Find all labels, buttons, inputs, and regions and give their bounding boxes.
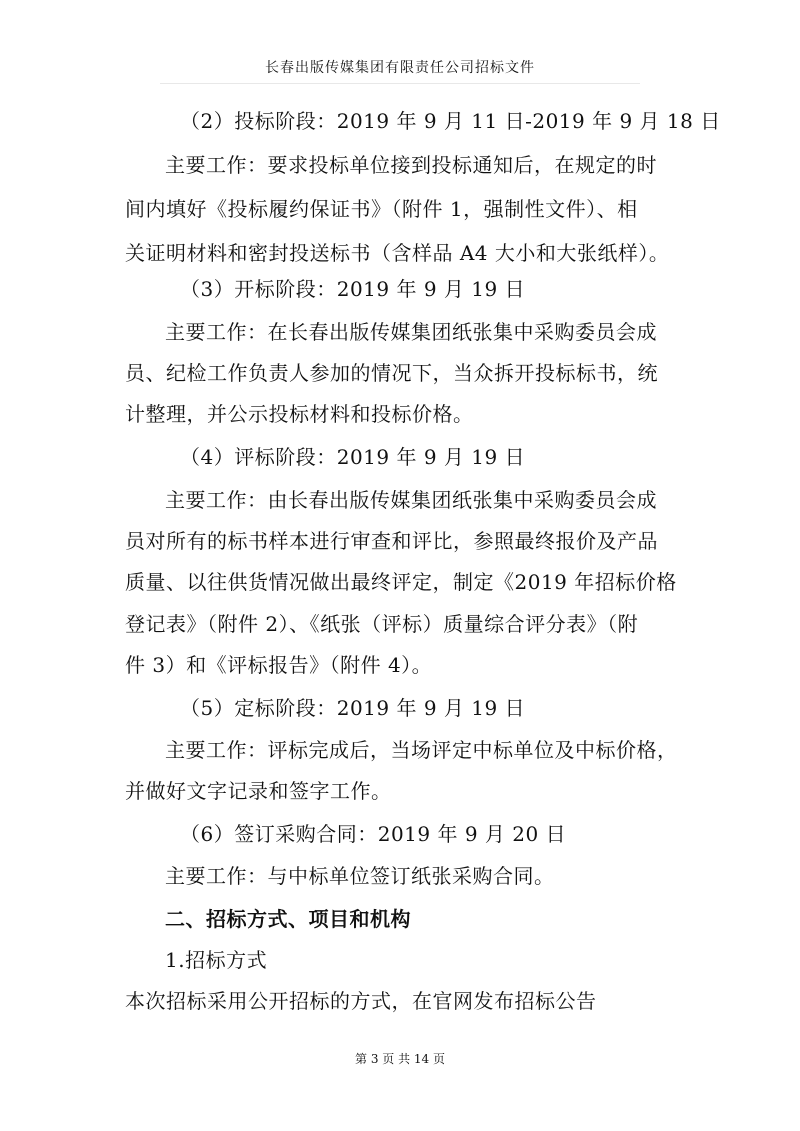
subsection-heading: 1.招标方式 — [165, 948, 268, 972]
paragraph-line: （6）签订采购合同：2019 年 9 月 20 日 — [180, 822, 567, 846]
paragraph-line: 登记表》（附件 2）、《纸张（评标）质量综合评分表》（附 — [125, 612, 639, 636]
paragraph-line: 主要工作：评标完成后，当场评定中标单位及中标价格， — [165, 738, 678, 762]
paragraph-line: （3）开标阶段：2019 年 9 月 19 日 — [180, 277, 526, 301]
page-header: 长春出版传媒集团有限责任公司招标文件 — [265, 60, 535, 76]
page-footer: 第 3 页 共 14 页 — [355, 1052, 445, 1066]
paragraph-line: （5）定标阶段：2019 年 9 月 19 日 — [180, 696, 526, 720]
paragraph-line: 员对所有的标书样本进行审查和评比，参照最终报价及产品 — [125, 529, 658, 553]
paragraph-line: （2）投标阶段：2019 年 9 月 11 日-2019 年 9 月 18 日 — [180, 109, 721, 133]
paragraph-line: 件 3）和《评标报告》（附件 4）。 — [125, 653, 433, 677]
header-divider — [160, 83, 640, 84]
paragraph-line: 员、纪检工作负责人参加的情况下，当众拆开投标标书，统 — [125, 361, 658, 385]
paragraph-line: 质量、以往供货情况做出最终评定，制定《2019 年招标价格 — [125, 570, 677, 594]
paragraph-line: 本次招标采用公开招标的方式，在官网发布招标公告 — [125, 989, 597, 1013]
paragraph-line: 并做好文字记录和签字工作。 — [125, 779, 392, 803]
paragraph-line: 主要工作：与中标单位签订纸张采购合同。 — [165, 864, 555, 888]
paragraph-line: 计整理，并公示投标材料和投标价格。 — [125, 402, 474, 426]
paragraph-line: 关证明材料和密封投送标书（含样品 A4 大小和大张纸样）。 — [125, 241, 670, 265]
paragraph-line: 间内填好《投标履约保证书》（附件 1，强制性文件）、相 — [125, 197, 638, 221]
paragraph-line: 主要工作：由长春出版传媒集团纸张集中采购委员会成 — [165, 488, 657, 512]
section-heading: 二、招标方式、项目和机构 — [165, 907, 411, 931]
paragraph-line: （4）评标阶段：2019 年 9 月 19 日 — [180, 445, 526, 469]
paragraph-line: 主要工作：要求投标单位接到投标通知后，在规定的时 — [165, 153, 657, 177]
paragraph-line: 主要工作：在长春出版传媒集团纸张集中采购委员会成 — [165, 320, 657, 344]
